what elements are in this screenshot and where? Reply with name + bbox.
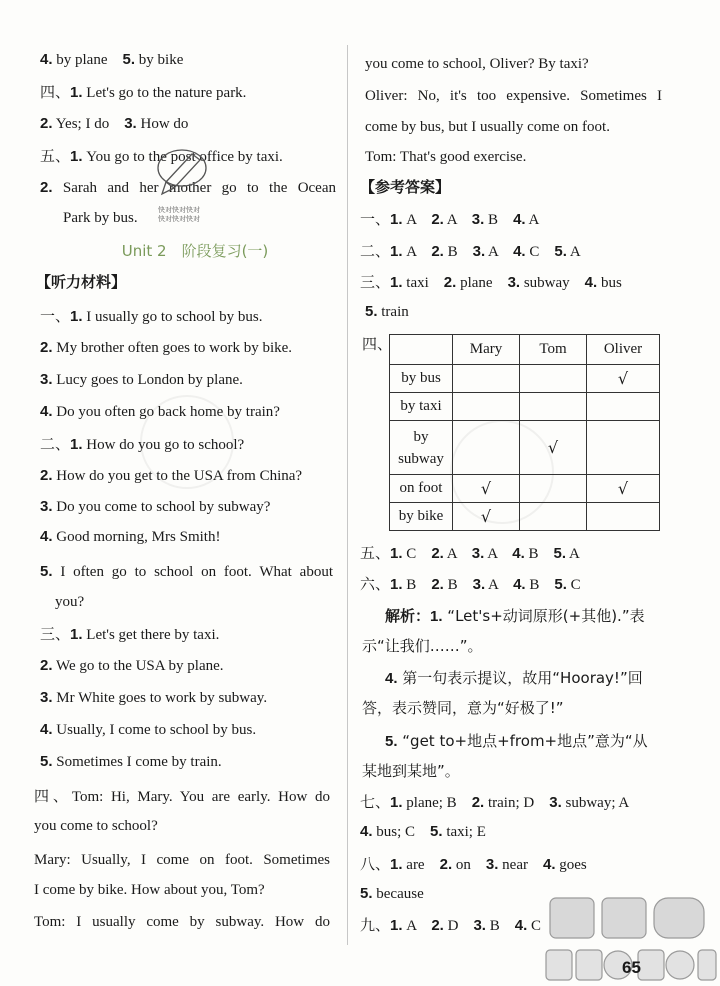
answer-line: 三、1. taxi 2. plane 3. subway 4. bus [360,273,622,291]
table-row-label: on foot [390,475,453,503]
table-cell: √ [587,475,660,503]
listening-line: you? [55,594,85,610]
table-cell [520,475,587,503]
table-cell: √ [520,421,587,475]
table-header-tom: Tom [520,335,587,365]
listening-line: 4. Do you often go back home by train? [40,403,280,420]
listening-line: 3. Do you come to school by subway? [40,498,271,515]
listening-line: come by bus, but I usually come on foot. [365,119,610,135]
listening-line: you come to school, Oliver? By taxi? [365,56,589,72]
listening-heading: 【听力材料】 [36,273,127,291]
explanation-line: 5. “get to+地点+from+地点”意为“从 [385,732,648,750]
answer-line: Park by bus. [63,210,138,226]
table-cell: √ [453,503,520,531]
table-cell: √ [587,365,660,393]
answer-line: 七、1. plane; B 2. train; D 3. subway; A [360,793,630,811]
table-cell [453,421,520,475]
table-cell [520,365,587,393]
listening-line: you come to school? [34,818,158,834]
answer-table [389,334,660,531]
listening-line: I come by bike. How about you, Tom? [34,882,265,898]
column-divider [347,45,348,945]
table-cell [453,393,520,421]
explanation-line: 某地到某地”。 [362,762,460,780]
answer-line: 4. by plane 5. by bike [40,51,184,68]
answer-line: 八、1. are 2. on 3. near 4. goes [360,855,587,873]
explanation-line: 解析：1. “Let's+动词原形(+其他).”表 [385,607,645,625]
table-corner-cell [390,335,453,365]
table-cell [587,393,660,421]
table-row-label: by subway [390,421,453,475]
table-row-label: by taxi [390,393,453,421]
listening-line: 四、Tom: Hi, Mary. You are early. How do [34,787,330,805]
listening-line: 2. We go to the USA by plane. [40,657,224,674]
listening-line: 4. Good morning, Mrs Smith! [40,528,221,545]
table-header-mary: Mary [453,335,520,365]
listening-line: 三、1. Let's get there by taxi. [40,625,220,643]
listening-line: Tom: I usually come by subway. How do [34,914,330,930]
listening-line: Oliver: No, it's too expensive. Sometimes I [365,88,662,104]
table-cell [520,393,587,421]
stamp-text: 快对快对快对 快对快对快对 [158,206,200,223]
table-cell [453,365,520,393]
explanation-line: 答，表示赞同，意为“好极了!” [362,699,564,717]
explanation-line: 4. 第一句表示提议，故用“Hooray!”回 [385,669,643,687]
table-row-label: by bus [390,365,453,393]
answer-line: 四、1. Let's go to the nature park. [40,83,247,101]
answer-line: 五、1. C 2. A 3. A 4. B 5. A [360,544,580,562]
table-cell [520,503,587,531]
listening-line: 二、1. How do you go to school? [40,435,245,453]
answer-line: 九、1. A 2. D 3. B 4. C [360,916,542,934]
answer-line: 五、1. You go to the post office by taxi. [40,147,283,165]
listening-line: 2. How do you get to the USA from China? [40,467,303,484]
answer-line: 4. bus; C 5. taxi; E [360,823,486,840]
answer-line: 5. because [360,885,424,902]
explanation-line: 示“让我们……”。 [362,637,483,655]
table-cell: √ [453,475,520,503]
table-header-oliver: Oliver [587,335,660,365]
unit-title: Unit 2 阶段复习(一) [121,242,269,260]
table-section-label: 四、 [362,335,393,353]
page-number: 65 [622,958,641,977]
table-cell [587,421,660,475]
answer-heading: 【参考答案】 [360,178,451,196]
listening-line: 5. I often go to school on foot. What about [40,563,333,580]
answer-line: 2. Yes; I do 3. How do [40,115,189,132]
listening-line: 2. My brother often goes to work by bike. [40,339,293,356]
listening-line: 3. Mr White goes to work by subway. [40,689,268,706]
listening-line: Tom: That's good exercise. [365,149,527,165]
answer-line: 六、1. B 2. B 3. A 4. B 5. C [360,575,581,593]
listening-line: 一、1. I usually go to school by bus. [40,307,263,325]
answer-line: 二、1. A 2. B 3. A 4. C 5. A [360,242,581,260]
answer-line: 2. Sarah and her mother go to the Ocean [40,179,336,196]
table-row-label: by bike [390,503,453,531]
listening-line: 5. Sometimes I come by train. [40,753,222,770]
listening-line: 3. Lucy goes to London by plane. [40,371,243,388]
listening-line: 4. Usually, I come to school by bus. [40,721,257,738]
listening-line: Mary: Usually, I come on foot. Sometimes [34,852,330,868]
table-cell [587,503,660,531]
answer-line: 5. train [365,303,409,320]
stamp-pen-icon [152,142,212,204]
answer-line: 一、1. A 2. A 3. B 4. A [360,210,540,228]
